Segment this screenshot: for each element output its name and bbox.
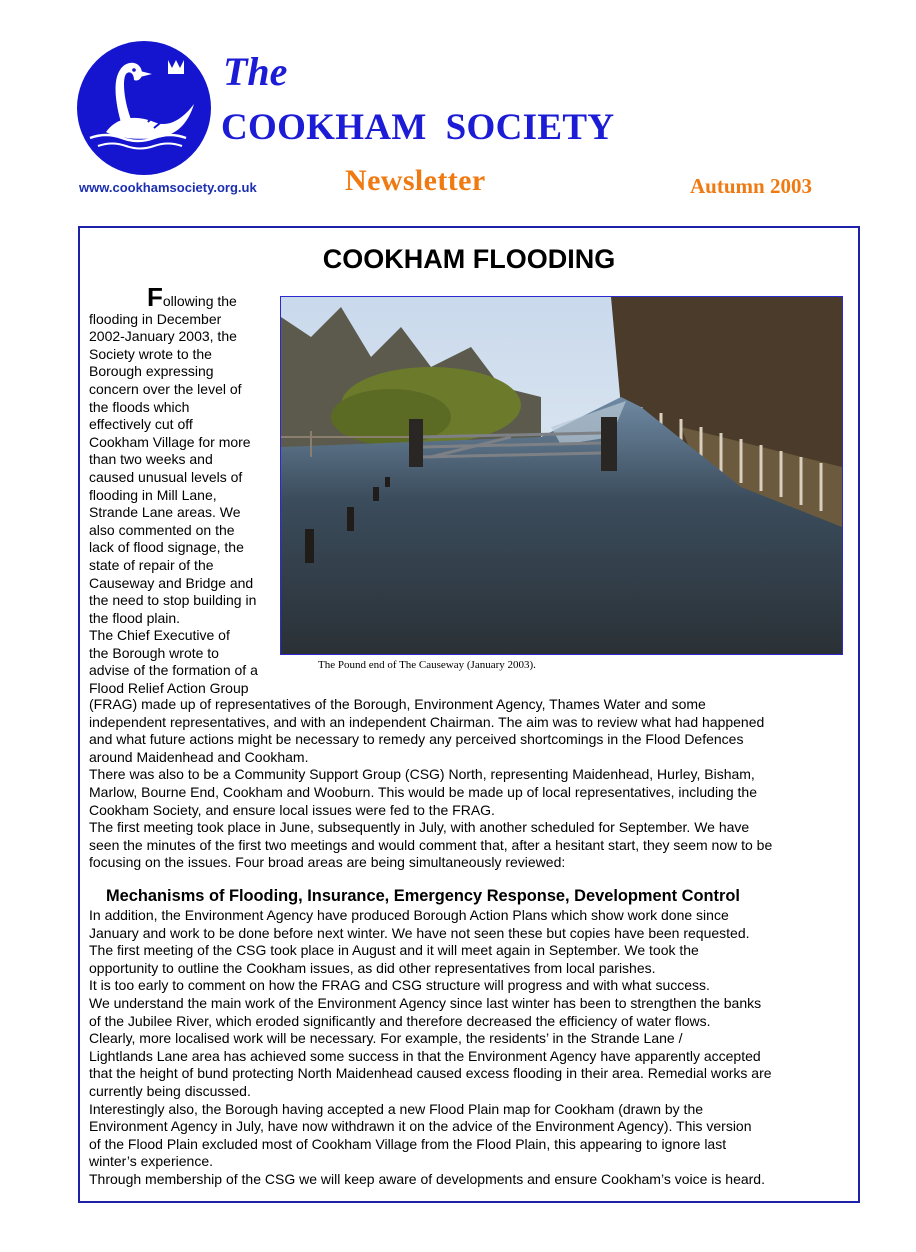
text-line: Borough expressing <box>89 363 214 380</box>
text-line: (FRAG) made up of representatives of the Borough, Environment Agency, Thames Water and some <box>89 696 706 712</box>
text-line: Strande Lane areas. We <box>89 504 241 521</box>
text-line: than two weeks and <box>89 451 213 468</box>
text-line: and what future actions might be necessary to remedy any perceived shortcomings in the Flood Defences <box>89 731 744 748</box>
text-line: the need to stop building in <box>89 592 257 609</box>
text-line: lack of flood signage, the <box>89 539 244 556</box>
text-line: effectively cut off <box>89 416 193 433</box>
text-line: It is too early to comment on how the FRAG and CSG structure will progress and with what success. <box>89 977 710 994</box>
text-line: flooding in December <box>89 310 222 327</box>
text-line: The first meeting of the CSG took place in August and it will meet again in September. We took the <box>89 942 699 959</box>
title-the: The <box>223 49 288 94</box>
article-headline: COOKHAM FLOODING <box>322 244 616 274</box>
text-line: of the Flood Plain excluded most of Cookham Village from the Flood Plain, this appearing to ignore last <box>89 1135 727 1152</box>
text-line: flooding in Mill Lane, <box>89 486 217 503</box>
text-line: seen the minutes of the first two meetings and would comment that, after a hesitant start, they seem now to be <box>89 836 773 853</box>
text-line: independent representatives, and with an independent Chairman. The aim was to review what had happened <box>89 713 765 730</box>
text-line: Cookham Society, and ensure local issues were fed to the FRAG. <box>89 801 495 818</box>
text-line: winter’s experience. <box>89 1153 213 1170</box>
text-line: In addition, the Environment Agency have produced Borough Action Plans which show work done since <box>89 907 729 923</box>
text-line: focusing on the issues. Four broad areas are being simultaneously reviewed: <box>89 854 566 871</box>
society-name: COOKHAM SOCIETY <box>221 107 615 148</box>
text-line: currently being discussed. <box>89 1082 251 1099</box>
photo-caption: The Pound end of The Causeway (January 2003). <box>318 659 536 671</box>
flood-photo <box>280 296 843 655</box>
website-link[interactable]: www.cookhamsociety.org.uk <box>79 180 257 195</box>
text-line: Environment Agency in July, have now withdrawn it on the advice of the Environment Agency). This version <box>89 1118 752 1135</box>
text-line: Causeway and Bridge and <box>89 574 254 591</box>
article-remainder <box>89 907 849 1189</box>
text-line: of the Jubilee River, which eroded significantly and therefore decreased the efficiency of water flows. <box>89 1012 711 1029</box>
text-line: Through membership of the CSG we will keep aware of developments and ensure Cookham’s voice is heard. <box>89 1170 765 1187</box>
text-line: Flood Relief Action Group <box>89 680 249 697</box>
article-continuation <box>89 696 849 872</box>
text-line: caused unusual levels of <box>89 468 243 485</box>
drop-cap: F <box>147 282 163 312</box>
cookham-society-logo <box>76 40 212 176</box>
text-line: Interestingly also, the Borough having accepted a new Flood Plain map for Cookham (drawn by the <box>89 1100 704 1117</box>
text-line: Society wrote to the <box>89 345 212 362</box>
text-line: Marlow, Bourne End, Cookham and Wooburn. This would be made up of local representatives, including the <box>89 783 757 800</box>
text-line <box>89 284 275 311</box>
text-line: opportunity to outline the Cookham issues, as did other representatives from local parishes. <box>89 959 656 976</box>
swan-icon <box>76 40 212 176</box>
text-line: Clearly, more localised work will be necessary. For example, the residents’ in the Strande Lane / <box>89 1030 683 1047</box>
issue-date: Autumn 2003 <box>690 174 812 198</box>
text-line: January and work to be done before next winter. We have not seen these but copies have been requested. <box>89 924 750 941</box>
intro-column <box>89 284 275 698</box>
text-line-rest: ollowing the <box>162 293 237 309</box>
text-line: around Maidenhead and Cookham. <box>89 748 309 765</box>
text-line: The first meeting took place in June, subsequently in July, with another scheduled for September. We have <box>89 819 750 836</box>
text-line: the floods which <box>89 398 190 415</box>
text-line: There was also to be a Community Support Group (CSG) North, representing Maidenhead, Hurley, Bisham, <box>89 766 755 783</box>
text-line: that the height of bund protecting North Maidenhead caused excess flooding in their area. Remedial works are <box>89 1065 772 1082</box>
newsletter-title: Newsletter <box>345 164 486 197</box>
text-line: Lightlands Lane area has achieved some success in that the Environment Agency have apparently accepted <box>89 1047 761 1064</box>
text-line: The Chief Executive of <box>89 627 230 644</box>
text-line: advise of the formation of a <box>89 662 258 679</box>
text-line: the flood plain. <box>89 609 181 626</box>
text-line: 2002-January 2003, the <box>89 328 237 345</box>
text-line: state of repair of the <box>89 556 214 573</box>
text-line: also commented on the <box>89 521 235 538</box>
review-areas-heading: Mechanisms of Flooding, Insurance, Emergency Response, Development Control <box>106 887 740 905</box>
text-line: We understand the main work of the Environment Agency since last winter has been to strengthen the banks <box>89 994 762 1011</box>
text-line: concern over the level of <box>89 380 242 397</box>
text-line: the Borough wrote to <box>89 644 219 661</box>
text-line: Cookham Village for more <box>89 433 251 450</box>
